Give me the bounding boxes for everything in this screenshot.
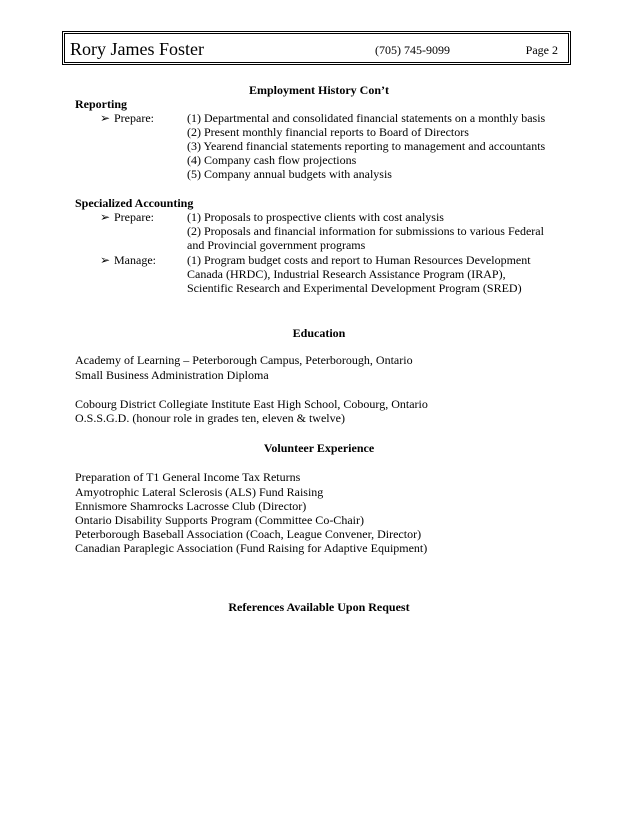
- list-item: (2) Proposals and financial information for submissions to various Federal: [187, 224, 544, 238]
- list-item: (1) Departmental and consolidated financial statements on a monthly basis: [187, 111, 546, 125]
- page-number: Page 2: [525, 43, 558, 57]
- volunteer-line: Canadian Paraplegic Association (Fund Raising for Adaptive Equipment): [75, 541, 428, 555]
- list-item: (3) Yearend financial statements reporting to management and accountants: [187, 139, 546, 153]
- volunteer-line: Peterborough Baseball Association (Coach, League Convener, Director): [75, 527, 422, 541]
- reporting-heading: Reporting: [75, 97, 127, 111]
- volunteer-line: Amyotrophic Lateral Sclerosis (ALS) Fund Raising: [75, 485, 324, 499]
- specialized-accounting-heading: Specialized Accounting: [75, 196, 194, 210]
- education-line: Small Business Administration Diploma: [75, 368, 269, 382]
- bullet-label: Prepare:: [114, 210, 154, 224]
- specialized-prepare-bullet: [100, 210, 154, 224]
- list-item: Scientific Research and Experimental Development Program (SRED): [187, 281, 522, 295]
- education-line: O.S.S.G.D. (honour role in grades ten, eleven & twelve): [75, 411, 345, 425]
- applicant-name: Rory James Foster: [70, 39, 204, 59]
- phone-number: (705) 745-9099: [375, 43, 450, 57]
- list-item: and Provincial government programs: [187, 238, 366, 252]
- arrow-bullet-icon: ➢: [100, 210, 111, 224]
- specialized-manage-bullet: [100, 253, 156, 267]
- volunteer-experience-title: Volunteer Experience: [263, 441, 375, 455]
- arrow-bullet-icon: ➢: [100, 111, 111, 125]
- list-item: Canada (HRDC), Industrial Research Assistance Program (IRAP),: [187, 267, 506, 281]
- reporting-prepare-bullet: [100, 111, 154, 125]
- page-header: [62, 31, 571, 65]
- bullet-label: Manage:: [114, 253, 156, 267]
- education-title: Education: [292, 326, 346, 340]
- bullet-label: Prepare:: [114, 111, 154, 125]
- list-item: (5) Company annual budgets with analysis: [187, 167, 392, 181]
- references-note: References Available Upon Request: [228, 600, 410, 614]
- arrow-bullet-icon: ➢: [100, 253, 111, 267]
- volunteer-line: Ontario Disability Supports Program (Committee Co-Chair): [75, 513, 364, 527]
- employment-history-title: Employment History Con’t: [249, 83, 389, 97]
- list-item: (4) Company cash flow projections: [187, 153, 357, 167]
- education-line: Cobourg District Collegiate Institute East High School, Cobourg, Ontario: [75, 397, 428, 411]
- list-item: (2) Present monthly financial reports to Board of Directors: [187, 125, 469, 139]
- volunteer-line: Ennismore Shamrocks Lacrosse Club (Director): [75, 499, 307, 513]
- list-item: (1) Program budget costs and report to Human Resources Development: [187, 253, 531, 267]
- list-item: (1) Proposals to prospective clients with cost analysis: [187, 210, 444, 224]
- volunteer-line: Preparation of T1 General Income Tax Returns: [75, 470, 301, 484]
- education-line: Academy of Learning – Peterborough Campus, Peterborough, Ontario: [75, 353, 413, 367]
